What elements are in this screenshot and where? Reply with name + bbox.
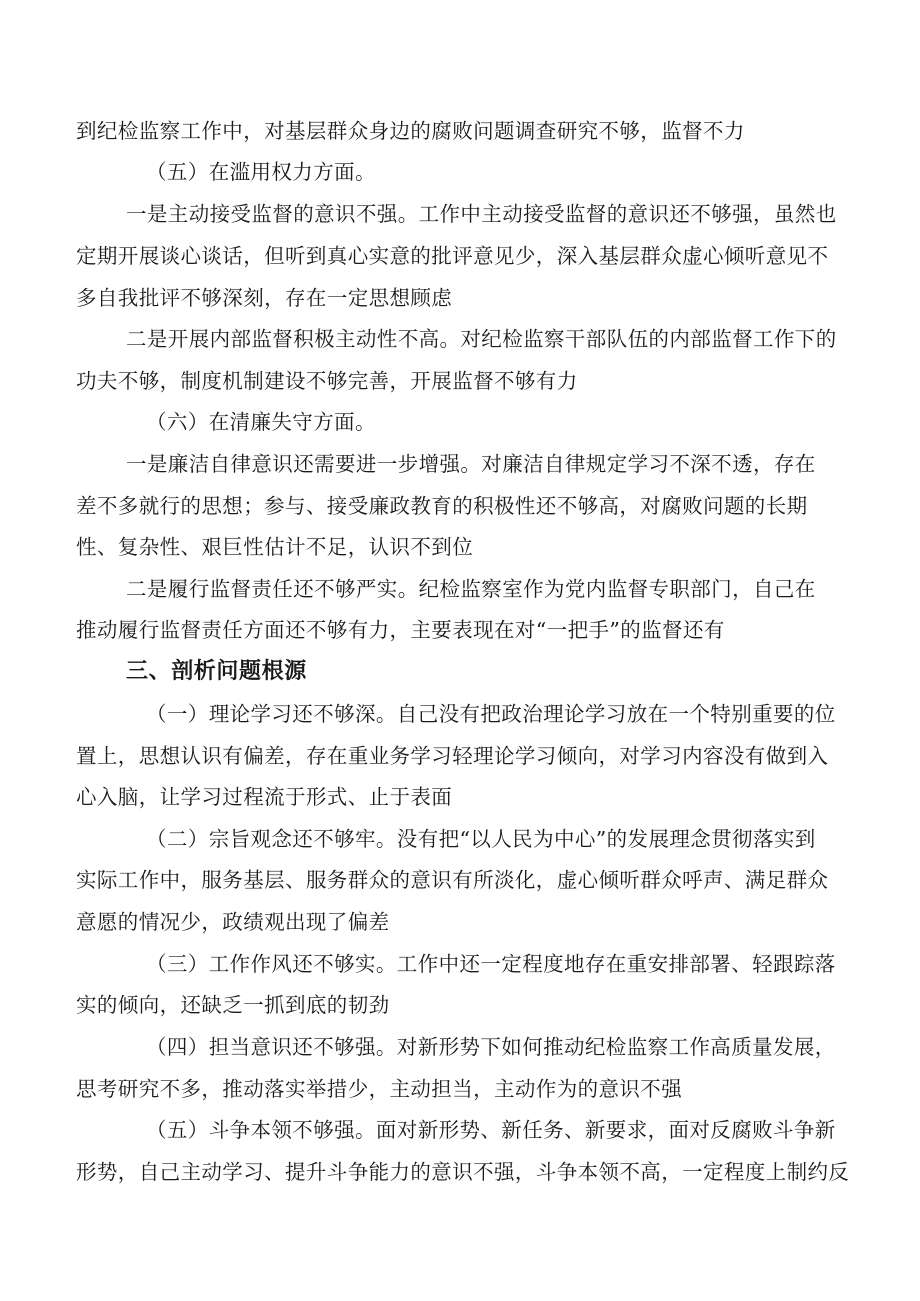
paragraph-line: （三）工作作风还不够实。工作中还一定程度地存在重安排部署、轻跟踪落 [146,952,836,976]
paragraph-line: 实际工作中，服务基层、服务群众的意识有所淡化，虚心倾听群众呼声、满足群众 [76,868,829,892]
paragraph-line: 实的倾向，还缺乏一抓到底的韧劲 [76,993,390,1017]
paragraph-line: （二）宗旨观念还不够牢。没有把“以人民为中心”的发展理念贯彻落实到 [146,827,816,851]
paragraph-line: （一）理论学习还不够深。自己没有把政治理论学习放在一个特别重要的位 [146,702,836,726]
paragraph-line: 性、复杂性、艰巨性估计不足，认识不到位 [76,535,474,559]
paragraph-line: 多自我批评不够深刻，存在一定思想顾虑 [76,286,453,310]
paragraph-line: 置上，思想认识有偏差，存在重业务学习轻理论学习倾向，对学习内容没有做到入 [76,744,829,768]
paragraph-line: 二是开展内部监督积极主动性不高。对纪检监察干部队伍的内部监督工作下的 [126,327,837,351]
paragraph-line: 定期开展谈心谈话，但听到真心实意的批评意见少，深入基层群众虚心倾听意见不 [76,244,829,268]
paragraph-line: 意愿的情况少，政绩观出现了偏差 [76,910,390,934]
paragraph-line: （五）斗争本领不够强。面对新形势、新任务、新要求，面对反腐败斗争新 [146,1118,836,1142]
paragraph-line: 一是廉洁自律意识还需要进一步增强。对廉洁自律规定学习不深不透，存在 [126,452,816,476]
section-heading: 三、剖析问题根源 [126,659,307,684]
paragraph-line: 功夫不够，制度机制建设不够完善，开展监督不够有力 [76,369,578,393]
paragraph-line: （四）担当意识还不够强。对新形势下如何推动纪检监察工作高质量发展， [146,1035,836,1059]
paragraph-line: 推动履行监督责任方面还不够有力，主要表现在对“一把手”的监督还有 [76,618,725,642]
paragraph-line: 一是主动接受监督的意识不强。工作中主动接受监督的意识还不够强，虽然也 [126,202,837,226]
subsection-heading: （六）在清廉失守方面。 [146,410,376,434]
paragraph-line: 形势，自己主动学习、提升斗争能力的意识不强，斗争本领不高，一定程度上制约反 [76,1160,850,1184]
paragraph-line: 二是履行监督责任还不够严实。纪检监察室作为党内监督专职部门，自己在 [126,577,816,601]
paragraph-line: 心入脑，让学习过程流于形式、止于表面 [76,785,453,809]
paragraph-line: 差不多就行的思想；参与、接受廉政教育的积极性还不够高，对腐败问题的长期 [76,494,808,518]
paragraph-line: 思考研究不多，推动落实举措少，主动担当，主动作为的意识不强 [76,1077,683,1101]
subsection-heading: （五）在滥用权力方面。 [146,160,376,184]
paragraph-line: 到纪检监察工作中，对基层群众身边的腐败问题调查研究不够，监督不力 [76,119,745,143]
